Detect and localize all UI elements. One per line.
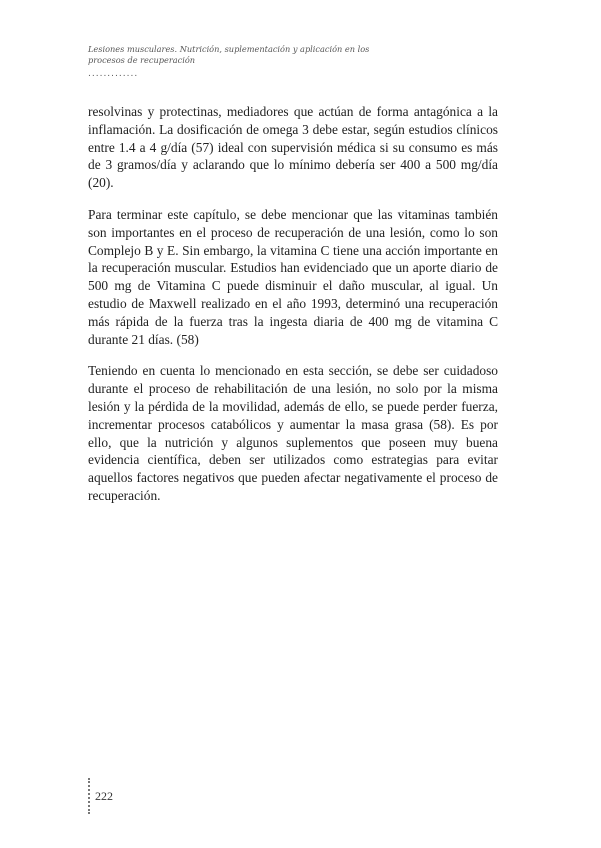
running-header-line-2: procesos de recuperación xyxy=(88,55,196,65)
paragraph-conclusion: Teniendo en cuenta lo mencionado en esta sección, se debe ser cuidadoso durante el proceso de rehabilitación de una lesión, no solo por la misma lesión y la pérdida de la movilidad, además de ello, se puede perder fuerza, incrementar procesos catabólicos y aumentar la masa grasa (58). Es por ello, que la nutrición y algunos suplementos que poseen muy buena evidencia científica, deben ser utilizados como estrategias para evitar aquellos factores negativos que pueden afectar negativamente el proceso de recuperación. xyxy=(88,363,498,503)
running-header-line-1: Lesiones musculares. Nutrición, suplementación y aplicación en los xyxy=(88,44,370,54)
paragraph-omega3: resolvinas y protectinas, mediadores que actúan de forma antagónica a la inflamación. La dosificación de omega 3 debe estar, según estudios clínicos entre 1.4 a 4 g/día (57) ideal con supervisión médica si su consumo es más de 3 gramos/día y aclarando que lo mínimo debería ser 400 a 500 mg/día (20). xyxy=(88,104,498,191)
paragraph-vitamins: Para terminar este capítulo, se debe mencionar que las vitaminas también son importantes en el proceso de recuperación de una lesión, como lo son Complejo B y E. Sin embargo, la vitamina C tiene una acción importante en la recuperación muscular. Estudios han evidenciado que un aporte diario de 500 mg de Vitamina C puede disminuir el daño muscular, al igual. Un estudio de Maxwell realizado en el año 1993, determinó una recuperación más rápida de la fuerza tras la ingesta diaria de 400 mg de vitamina C durante 21 días. (58) xyxy=(88,206,498,347)
running-header xyxy=(88,44,388,66)
page-number-dotted-rule xyxy=(88,778,90,814)
page-number: 222 xyxy=(95,789,113,803)
header-dotted-rule: ............. xyxy=(88,69,139,79)
body-text xyxy=(88,103,498,519)
